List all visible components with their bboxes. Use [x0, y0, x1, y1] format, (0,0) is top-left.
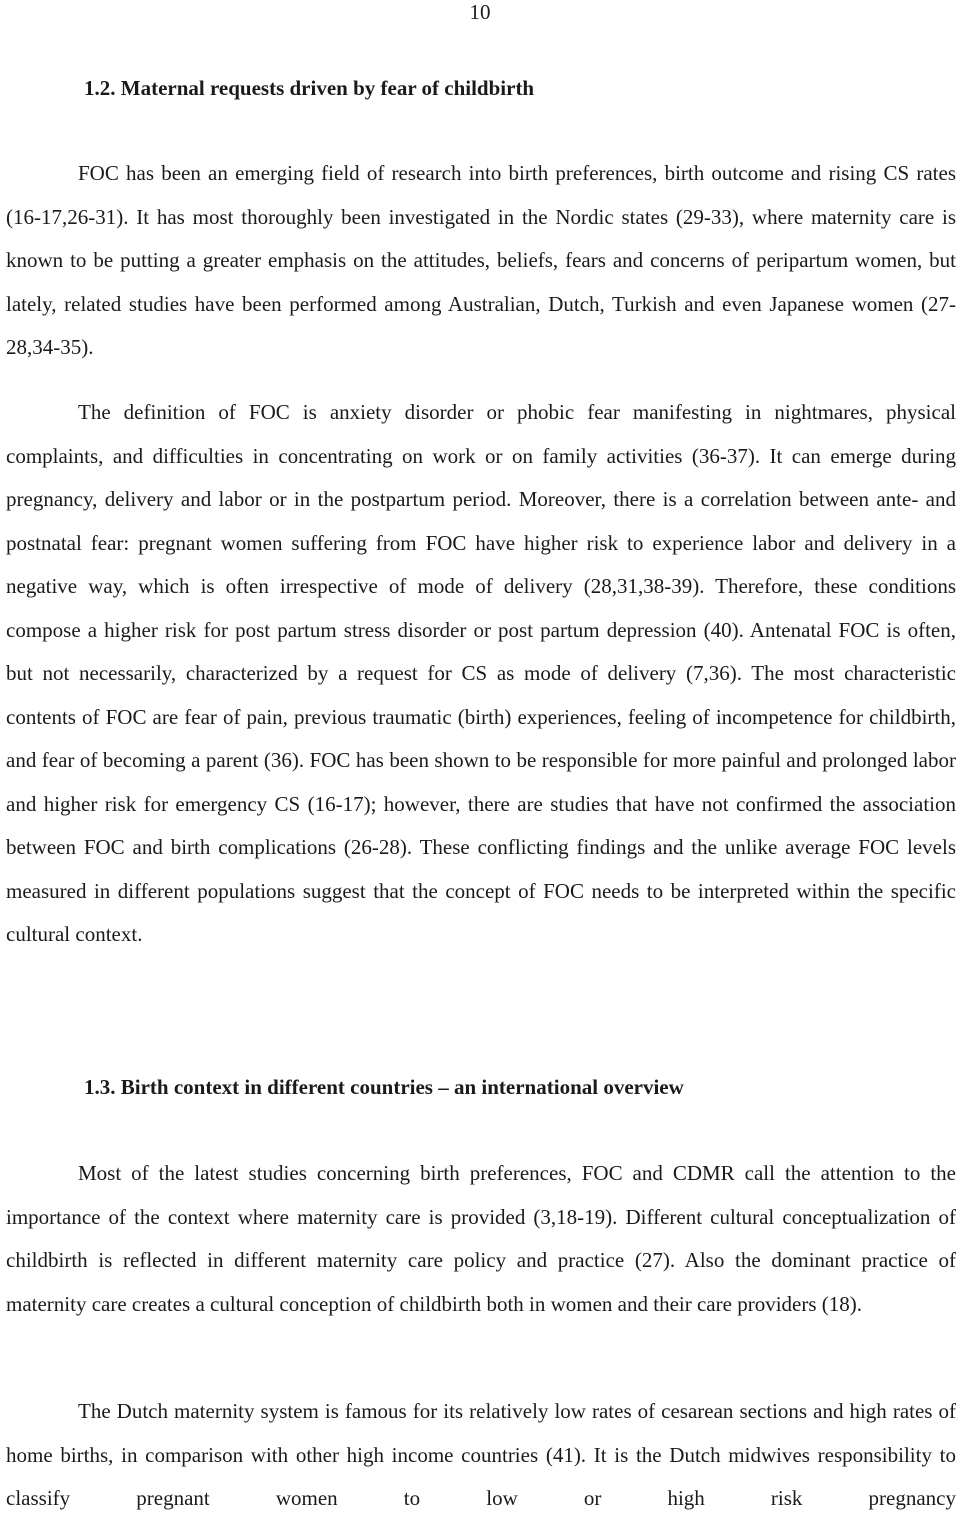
paragraph: The Dutch maternity system is famous for its relatively low rates of cesarean sections and high rates of home births, in comparison with other high income countries (41). It is the Dutch midwives responsibility to classify pregnant women to low or high risk pregnancy: [6, 1399, 956, 1510]
paragraph: Most of the latest studies concerning birth preferences, FOC and CDMR call the attention to the importance of the context where maternity care is provided (3,18-19). Different cultural conceptualization of childbirth is reflected in different maternity care policy and practice (27). Also the dominant practice of maternity care creates a cultural conception of childbirth both in women and their care providers (18).: [6, 1161, 956, 1316]
paragraph: The definition of FOC is anxiety disorder or phobic fear manifesting in nightmares, physical complaints, and difficulties in concentrating on work or on family activities (36-37). It can emerge during pregnancy, delivery and labor or in the postpartum period. Moreover, there is a correlation between ante- and postnatal fear: pregnant women suffering from FOC have higher risk to experience labor and delivery in a negative way, which is often irrespective of mode of delivery (28,31,38-39). Therefore, these conditions compose a higher risk for post partum stress disorder or post partum depression (40). Antenatal FOC is often, but not necessarily, characterized by a request for CS as mode of delivery (7,36). The most characteristic contents of FOC are fear of pain, previous traumatic (birth) experiences, feeling of incompetence for childbirth, and fear of becoming a parent (36). FOC has been shown to be responsible for more painful and prolonged labor and higher risk for emergency CS (16-17); however, there are studies that have not confirmed the association between FOC and birth complications (26-28). These conflicting findings and the unlike average FOC levels measured in different populations suggest that the concept of FOC needs to be interpreted within the specific cultural context.: [6, 400, 956, 946]
section-heading: 1.2. Maternal requests driven by fear of childbirth: [84, 76, 535, 100]
paragraph: FOC has been an emerging field of research into birth preferences, birth outcome and rising CS rates (16-17,26-31). It has most thoroughly been investigated in the Nordic states (29-33), where maternity care is known to be putting a greater emphasis on the attitudes, beliefs, fears and concerns of peripartum women, but lately, related studies have been performed among Australian, Dutch, Turkish and even Japanese women (27-28,34-35).: [6, 161, 956, 359]
section-heading: 1.3. Birth context in different countries – an international overview: [84, 1075, 684, 1099]
page-number: 10: [469, 0, 491, 24]
